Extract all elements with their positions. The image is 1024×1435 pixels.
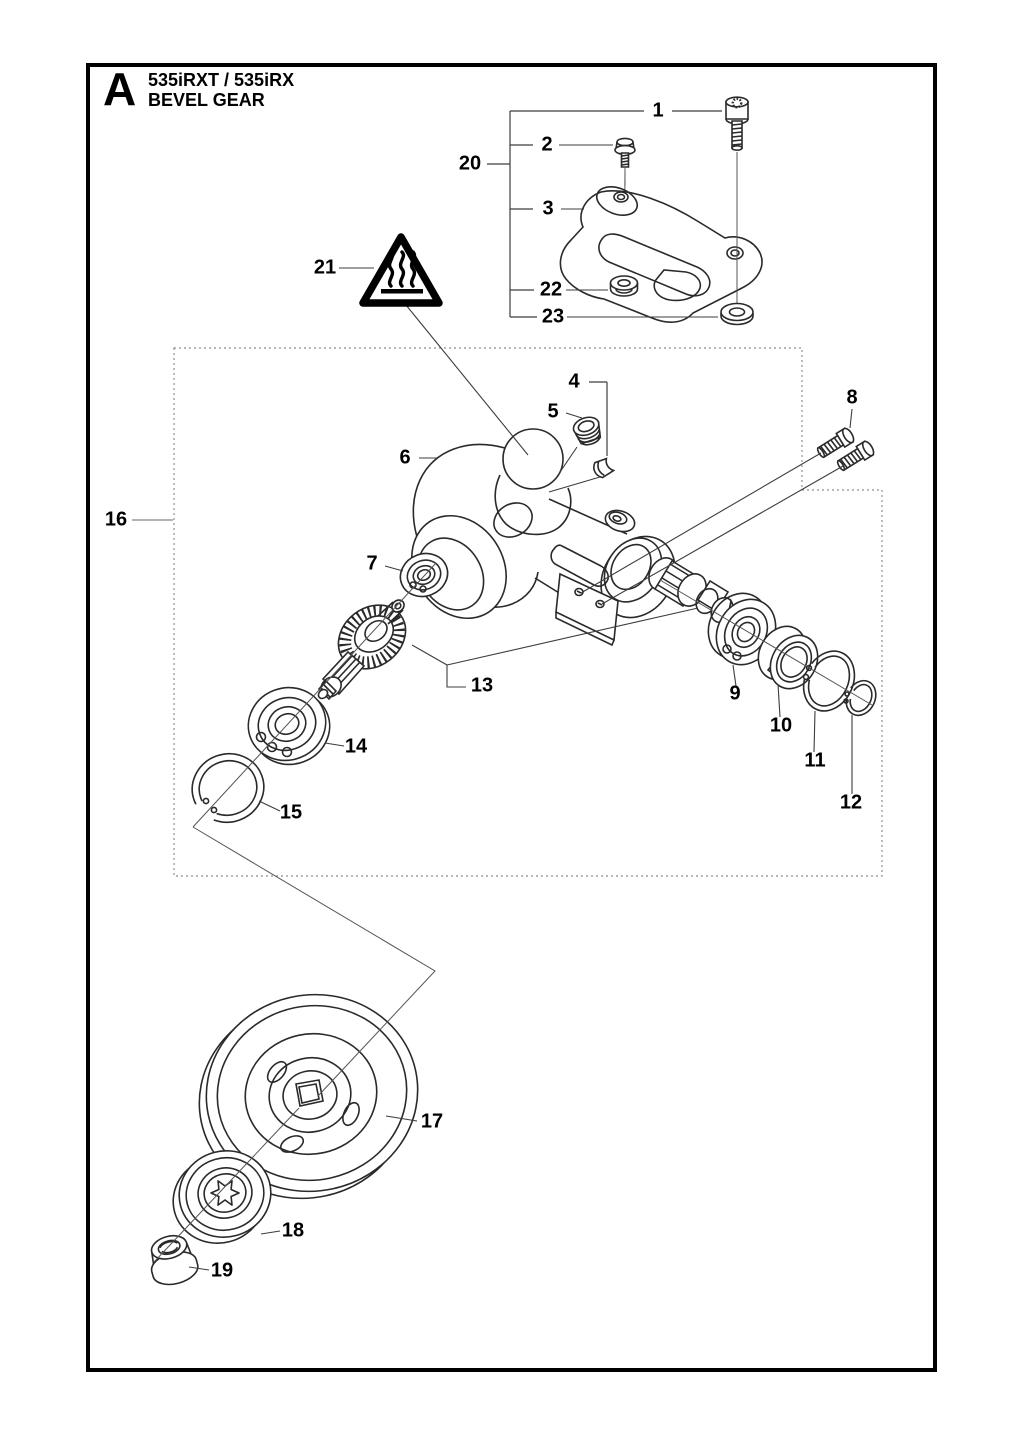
callout-1: 1: [652, 99, 664, 122]
callout-2: 2: [541, 133, 553, 156]
callout-3: 3: [542, 197, 554, 220]
model-name: 535iRXT / 535iRX: [148, 70, 295, 90]
callout-22: 22: [539, 278, 563, 301]
callout-14: 14: [344, 735, 368, 758]
part-13-bevel-pinion: [317, 592, 419, 701]
callout-16: 16: [104, 508, 128, 531]
callout-9: 9: [729, 682, 741, 705]
callout-21: 21: [313, 256, 337, 279]
page-title: BEVEL GEAR: [148, 90, 265, 110]
part-5-plug: [571, 414, 604, 448]
callout-8: 8: [846, 386, 858, 409]
callout-11: 11: [804, 749, 826, 772]
part-6-gear-housing: [393, 429, 690, 645]
part-3-guard-plate: [560, 182, 762, 323]
callout-17: 17: [420, 1110, 444, 1133]
callout-4: 4: [568, 370, 580, 393]
section-letter: A: [103, 63, 137, 115]
part-23-washer: [721, 304, 753, 325]
callout-18: 18: [281, 1219, 305, 1242]
part-21-warning: [363, 237, 528, 455]
callout-7: 7: [366, 552, 378, 575]
callout-23: 23: [541, 305, 565, 328]
callout-10: 10: [769, 714, 793, 737]
callout-20: 20: [458, 152, 482, 175]
part-19-lock-nut: [144, 1231, 201, 1289]
part-2-screw: [615, 138, 635, 186]
callout-15: 15: [279, 801, 303, 824]
hot-surface-warning-icon: [363, 237, 439, 303]
part-8-screws: [815, 427, 876, 474]
callout-5: 5: [547, 400, 559, 423]
part-15-snap-ring: [183, 744, 274, 833]
callout-6: 6: [399, 446, 411, 469]
callout-12: 12: [839, 791, 863, 814]
callout-19: 19: [210, 1259, 234, 1282]
callout-13: 13: [470, 674, 494, 697]
